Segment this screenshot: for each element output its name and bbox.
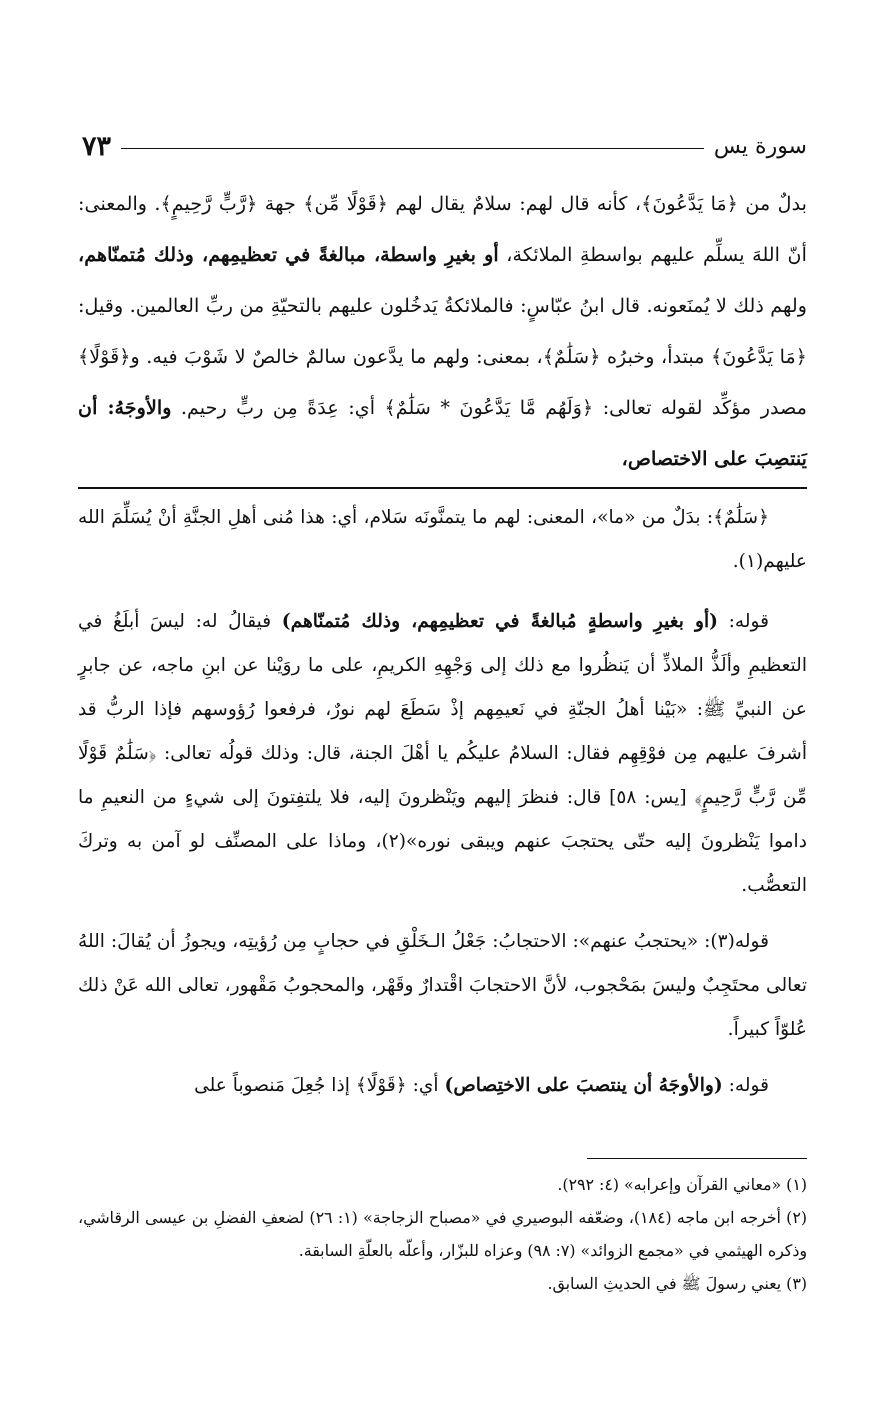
- commentary-quote: (أو بغيرِ واسطةٍ مُبالغةً في تعظيمِهم، وذلك مُتمنّاهم): [281, 611, 718, 632]
- footnote-divider: [587, 1158, 807, 1159]
- commentary-text: فيقالُ له: ليسَ أبلَغُ في التعظيمِ وألَذُّ الملاذِّ أن يَنظُروا مع ذلك إلى وَجْهِهِ الكريمِ، على ما روَيْنا عن ابنِ ماجه، عن جابرٍ عن النبيِّ ﷺ: «بَيْنا أهلُ الجنّةِ في نَعيمِهم إذْ سَطَعَ لهم نورٌ، فرفعوا رُؤوسهم فإذا الربُّ قد أشرفَ عليهم مِن فوْقِهِم فقال: السلامُ عليكُم يا أهْلَ الجنة، قال: وذلك قولُه تعالى: ﴿سَلَٰمٌ قَوْلًا مِّن رَّبٍّ رَّحِيمٍ﴾ [يس: ٥٨] قال: فنظرَ إليهم ويَنْظرونَ إليه، فلا يلتفِتونَ إلى شيءٍ من النعيمِ ما داموا يَنْظرونَ إليه حتّى يحتجبَ عنهم ويبقى نوره»(٢)، وماذا على المصنِّف لو آمن به وتركَ التعصُّب.: [78, 611, 807, 896]
- footnote-item: (٢) أخرجه ابن ماجه (١٨٤)، وضعّفه البوصيري في «مصباح الزجاجة» (١: ٢٦) لضعفِ الفضلِ بن عيسى الرقاشي، وذكره الهيثمي في «مجمع الزوائد» (٧: ٩٨) وعزاه للبزّار، وأعلّه بالعلّةِ السابقة.: [78, 1208, 807, 1260]
- footnote-item: (٣) يعني رسولَ ﷺ في الحديثِ السابق.: [547, 1274, 807, 1293]
- commentary-paragraph: [78, 600, 807, 908]
- commentary-text: أي: ﴿قَوْلًا﴾ إذا جُعِلَ مَنصوباً على: [194, 1075, 445, 1096]
- commentary-block: [78, 496, 807, 1120]
- commentary-paragraph: [78, 1064, 807, 1108]
- commentary-text: ﴿سَلَٰمٌ﴾: بدَلٌ من «ما»، المعنى: لهم ما يتمنَّونَه سَلام، أي: هذا مُنى أهلِ الجنَّةِ أنْ يُسَلِّمَ الله عليهم(١).: [78, 507, 807, 572]
- main-text-emphasis: والأوجَهُ: أن يَنتصِبَ على الاختصاص،: [78, 396, 807, 470]
- main-text-block: [78, 178, 807, 484]
- running-header: [82, 128, 807, 164]
- commentary-quote: (والأوجَهُ أن ينتصبَ على الاختِصاص): [444, 1075, 723, 1096]
- main-text-divider: [78, 487, 807, 489]
- commentary-paragraph: [78, 920, 807, 1052]
- commentary-text: قوله(٣): «يحتجبُ عنهم»: الاحتجابُ: جَعْلُ الـخَلْقِ في حجابٍ مِن رُؤيتِه، ويجوزُ أن يُقالَ: اللهُ تعالى محتَجِبٌ وليسَ بمَحْجوب، لأنَّ الاحتجابَ اقْتدارٌ وقَهْر، والمحجوبُ مَقْهور، تعالى الله عَنْ ذلك عُلوّاً كبيراً.: [78, 931, 807, 1040]
- commentary-text: قوله:: [722, 1075, 769, 1096]
- page-number: ٧٣: [82, 130, 112, 162]
- surah-title: سورة يس: [713, 133, 807, 159]
- footnotes-block: [78, 1168, 807, 1300]
- header-rule: [121, 148, 704, 149]
- main-text-part: ولهم ذلك لا يُمنَعونه. قال ابنُ عبّاسٍ: فالملائكةُ يَدخُلون عليهم بالتحيّةِ من ربِّ العالمين. وقيل: ﴿مَا يَدَّعُونَ﴾ مبتدأ، وخبرُه ﴿سَلَٰمٌ﴾، بمعنى: ولهم ما يدَّعون سالمٌ خالصٌ لا شَوْبَ فيه. و﴿قَوْلًا﴾ مصدر مؤكِّد لقوله تعالى: ﴿وَلَهُم مَّا يَدَّعُونَ * سَلَٰمٌ﴾ أي: عِدَةً مِن ربٍّ رحيم.: [78, 294, 807, 419]
- main-text-emphasis: أو بغيرِ واسطة، مبالغةً في تعظيمِهم، وذلك مُتمنّاهم،: [78, 243, 499, 266]
- main-text-part: بدلٌ من ﴿مَا يَدَّعُونَ﴾، كأنه قال لهم: سلامٌ يقال لهم ﴿قَوْلًا مِّن﴾ جهة ﴿رَّبٍّ رَّحِيمٍ﴾. والمعنى: أنّ اللهَ يسلِّم عليهم بواسطةِ الملائكة،: [78, 192, 807, 266]
- commentary-text: قوله:: [717, 611, 769, 632]
- footnote-item: (١) «معاني القرآن وإعرابه» (٤: ٢٩٢).: [557, 1175, 807, 1194]
- commentary-paragraph: [78, 496, 807, 584]
